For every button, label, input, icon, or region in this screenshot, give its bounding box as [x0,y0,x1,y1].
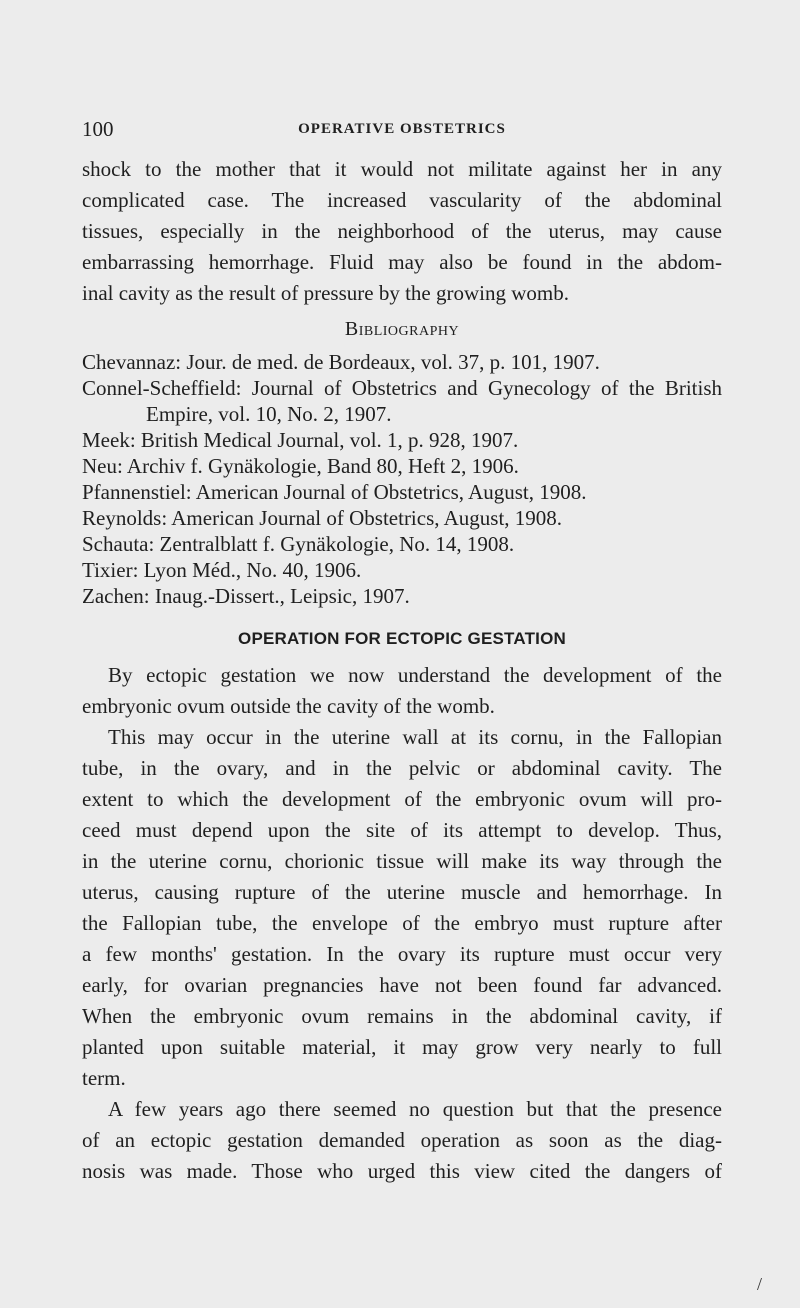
text-line: the Fallopian tube, the envelope of the embryo must rupture after [82,911,722,935]
bibliography-entry: Schauta: Zentralblatt f. Gynäkologie, No. 14, 1908. [82,532,515,556]
page-number: 100 [82,117,114,141]
bibliography-heading: Bibliography [344,318,460,340]
text-line: ceed must depend upon the site of its attempt to develop. Thus, [82,818,722,842]
text-line: tissues, especially in the neighborhood of the uterus, may cause [82,219,722,243]
text-line: complicated case. The increased vascularity of the abdominal [82,188,722,212]
text-line: nosis was made. Those who urged this view cited the dangers of [82,1159,722,1183]
text-line: uterus, causing rupture of the uterine muscle and hemorrhage. In [82,880,722,904]
text-line: A few years ago there seemed no question but that the presence [108,1097,722,1121]
bibliography-entry: Neu: Archiv f. Gynäkologie, Band 80, Heft 2, 1906. [82,454,519,478]
bibliography-entry: Reynolds: American Journal of Obstetrics, August, 1908. [82,506,563,530]
text-line: When the embryonic ovum remains in the abdominal cavity, if [82,1004,722,1028]
text-line: tube, in the ovary, and in the pelvic or abdominal cavity. The [82,756,722,780]
text-line: planted upon suitable material, it may grow very nearly to full [82,1035,722,1059]
stray-mark: / [757,1274,763,1294]
section-heading: OPERATION FOR ECTOPIC GESTATION [238,629,566,648]
text-line: extent to which the development of the embryonic ovum will pro- [82,787,722,811]
text-line: embryonic ovum outside the cavity of the womb. [82,694,495,718]
bibliography-entry: Meek: British Medical Journal, vol. 1, p. 928, 1907. [82,428,519,452]
page-header [82,116,722,142]
text-line: shock to the mother that it would not militate against her in any [82,157,722,181]
text-line: in the uterine cornu, chorionic tissue will make its way through the [82,849,722,873]
bibliography-entry: Zachen: Inaug.-Dissert., Leipsic, 1907. [82,584,410,608]
text-line: inal cavity as the result of pressure by the growing womb. [82,281,569,305]
text-line: By ectopic gestation we now understand the development of the [108,663,722,687]
bibliography-entry: Connel-Scheffield: Journal of Obstetrics and Gynecology of the British [82,376,722,400]
text-line: embarrassing hemorrhage. Fluid may also be found in the abdom- [82,250,722,274]
text-line: early, for ovarian pregnancies have not been found far advanced. [82,973,722,997]
bibliography-entry: Pfannenstiel: American Journal of Obstetrics, August, 1908. [82,480,587,504]
running-head: OPERATIVE OBSTETRICS [298,121,506,137]
bibliography-entry: Chevannaz: Jour. de med. de Bordeaux, vol. 37, p. 101, 1907. [82,350,600,374]
text-line: of an ectopic gestation demanded operation as soon as the diag- [82,1128,722,1152]
text-line: term. [82,1066,126,1090]
bibliography-entry-continuation: Empire, vol. 10, No. 2, 1907. [146,402,392,426]
bibliography-entry: Tixier: Lyon Méd., No. 40, 1906. [82,558,362,582]
text-line: a few months' gestation. In the ovary its rupture must occur very [82,942,722,966]
text-line: This may occur in the uterine wall at its cornu, in the Fallopian [108,725,722,749]
